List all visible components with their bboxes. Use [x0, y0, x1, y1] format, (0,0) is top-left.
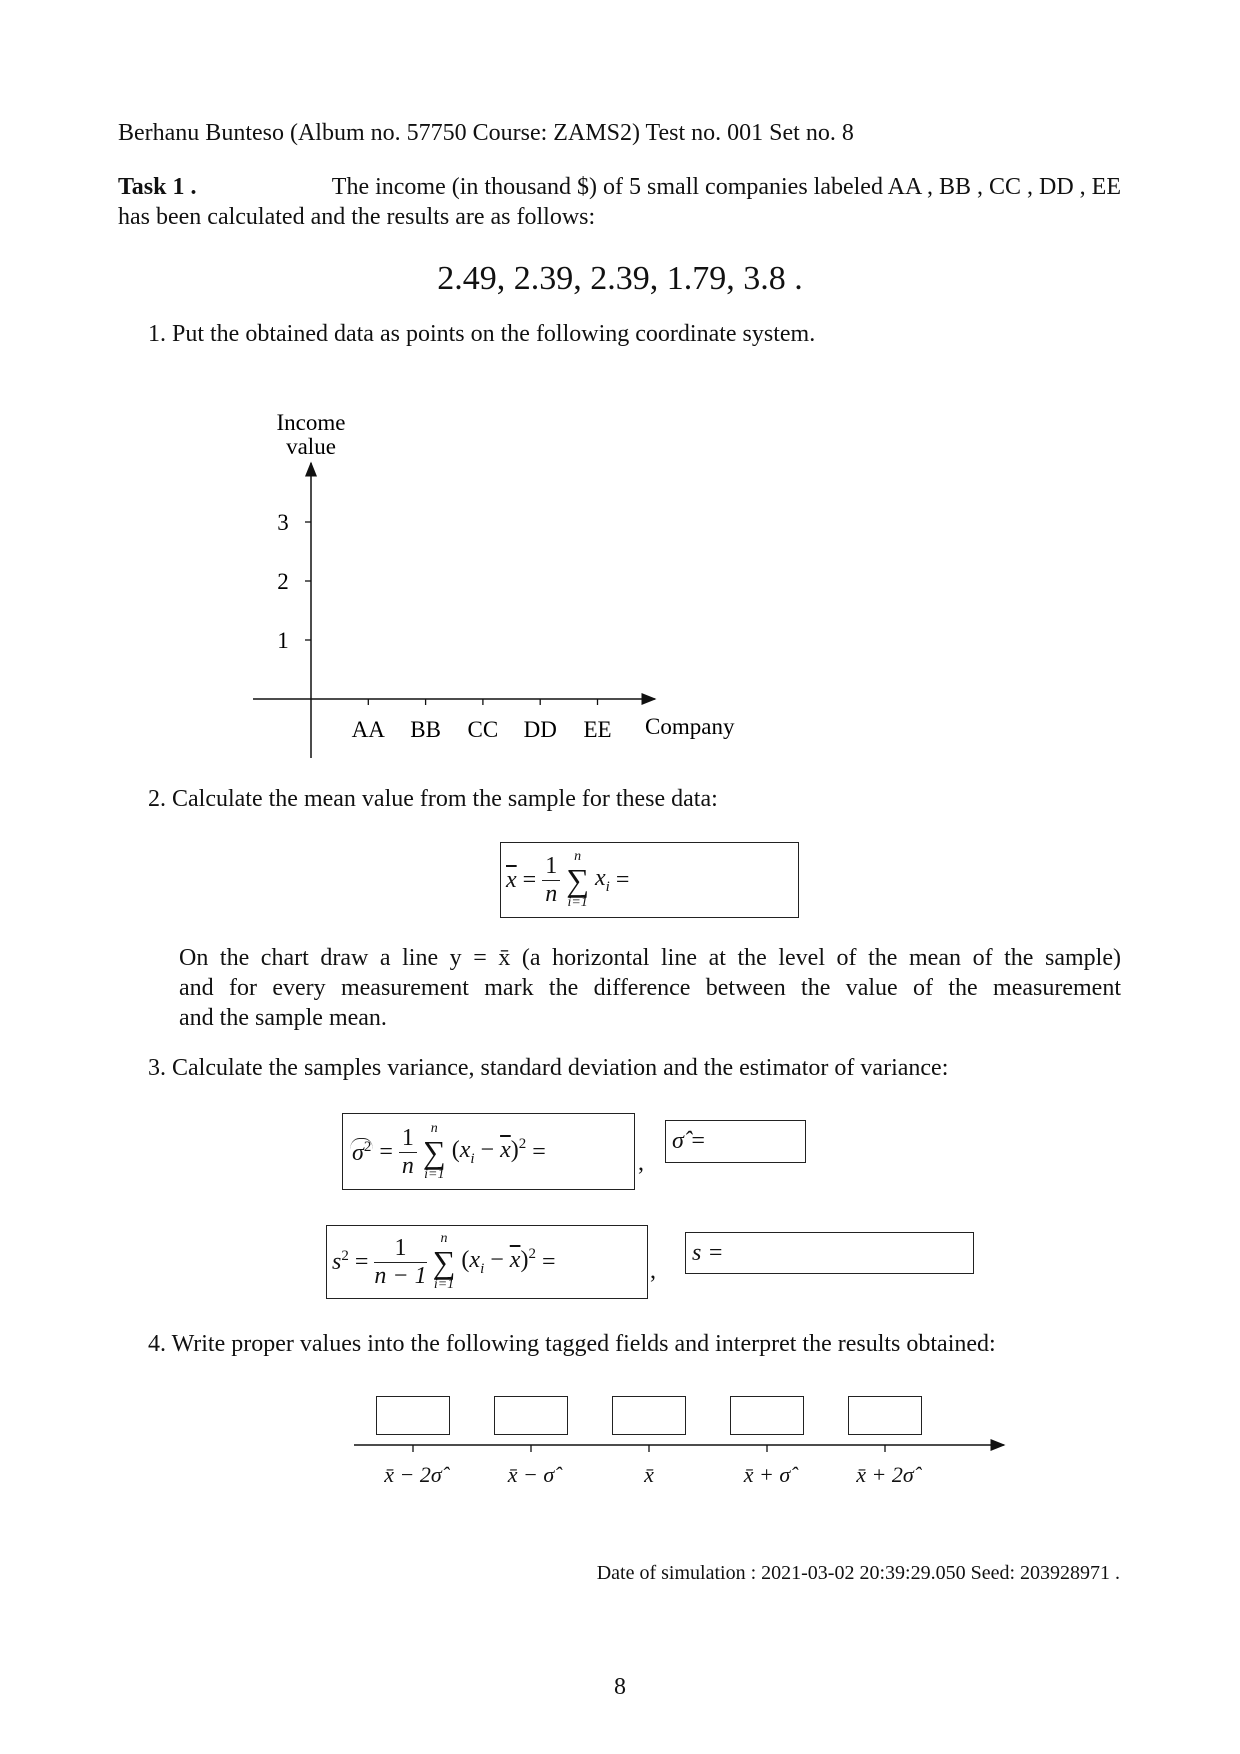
variance-formula: $\sigma^2$ = $\frac{1}{n}$ n ∑ i=1 $(x_i - \overline{x})^2$ = [352, 1121, 546, 1182]
frac-num: 1 [399, 1125, 417, 1152]
para-line-2: and for every measurement mark the difference between the value of the measurement [179, 975, 1121, 1001]
equals: = [354, 1248, 369, 1275]
y-tick-label: 1 [277, 628, 289, 653]
frac-den: n [401, 1152, 414, 1179]
sum-upper: n [574, 849, 582, 864]
frac-num: 1 [374, 1235, 426, 1262]
sum-lower: i=1 [433, 1277, 455, 1292]
equals: = [532, 1138, 546, 1165]
s2-formula: $s^2$ = $\frac{1}{n - 1}$ n ∑ i=1 $(x_i - \overline{x})^2$ = [332, 1231, 556, 1292]
s: s [332, 1249, 342, 1275]
sum-lower: i=1 [567, 895, 588, 910]
scale-label: x̄ − 2σ̂ [384, 1462, 442, 1487]
xi: x [595, 864, 606, 891]
sum-symbol: n ∑ i=1 [566, 849, 590, 910]
equals: = [379, 1138, 393, 1165]
sum-upper: n [430, 1121, 438, 1136]
frac-num: 1 [542, 853, 560, 880]
scale-label: x̄ + σ̂ [743, 1462, 791, 1487]
scale-label: x̄ + 2σ̂ [856, 1462, 914, 1487]
x-tick-label-dd: DD [523, 717, 557, 742]
x-axis-label: Company [645, 714, 735, 739]
xi-index: i [605, 878, 610, 895]
y-tick-label: 2 [277, 569, 289, 594]
x-tick-label-cc: CC [467, 717, 499, 742]
header-line: Berhanu Bunteso (Album no. 57750 Course: ZAMS2) Test no. 001 Set no. 8 [118, 120, 854, 146]
data-values: 2.49, 2.39, 2.39, 1.79, 3.8 . [437, 260, 803, 297]
task-text: The income (in thousand $) of 5 small companies labeled AA , BB , CC , DD , EE [331, 174, 1121, 200]
square: 2 [341, 1248, 349, 1264]
y-axis-label-1: Income [276, 410, 346, 435]
frac-den: n − 1 [374, 1262, 427, 1289]
item-3: 3. Calculate the samples variance, standard deviation and the estimator of variance: [148, 1055, 949, 1081]
sum-upper: n [440, 1231, 448, 1246]
scale-label: x̄ [644, 1462, 654, 1487]
comma: , [650, 1258, 656, 1284]
task-line-2: has been calculated and the results are as follows: [118, 204, 596, 230]
para-line-1: On the chart draw a line y = x̄ (a horizontal line at the level of the mean of the sample) [179, 945, 1121, 971]
simulation-date: Date of simulation : 2021-03-02 20:39:29.050 Seed: 203928971 . [596, 1562, 1120, 1584]
comma: , [638, 1150, 644, 1176]
item-4: 4. Write proper values into the following tagged fields and interpret the results obtained: [148, 1331, 996, 1357]
sigma: σ [352, 1139, 364, 1166]
x-tick-label-ee: EE [583, 717, 612, 742]
scale-axis [0, 1430, 1240, 1460]
coordinate-chart [0, 0, 1240, 800]
sigma-hat-label: σ̂ = [672, 1128, 707, 1154]
y-axis-label-2: value [286, 434, 336, 459]
equals: = [615, 866, 630, 893]
item-1: 1. Put the obtained data as points on the following coordinate system. [148, 321, 816, 347]
s-answer-box[interactable] [685, 1232, 974, 1274]
equals: = [541, 1248, 556, 1275]
item-2: 2. Calculate the mean value from the sample for these data: [148, 786, 718, 812]
y-tick-label: 3 [277, 510, 289, 535]
frac-den: n [545, 880, 558, 907]
s-label: s = [692, 1240, 724, 1266]
task-label: Task 1 . [118, 174, 197, 200]
sum-lower: i=1 [424, 1167, 445, 1182]
sum-symbol: n ∑ i=1 [432, 1231, 456, 1292]
page-number: 8 [614, 1674, 626, 1700]
xbar-symbol: $\overline{x}$ [506, 866, 517, 893]
sum-symbol: n ∑ i=1 [422, 1121, 446, 1182]
x-tick-label-aa: AA [351, 717, 385, 742]
equals: = [522, 866, 537, 893]
mean-formula [506, 846, 629, 914]
para-line-3: and the sample mean. [179, 1005, 387, 1031]
scale-label: x̄ − σ̂ [507, 1462, 555, 1487]
square: 2 [363, 1138, 372, 1155]
x-tick-label-bb: BB [410, 717, 441, 742]
